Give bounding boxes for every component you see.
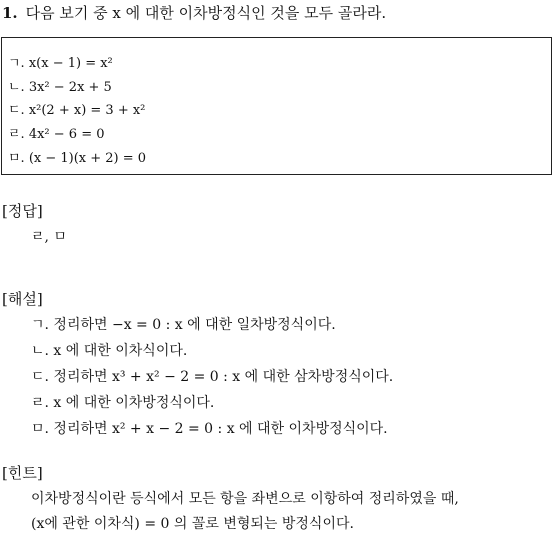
explanation-line: ㄱ. 정리하면 −x = 0 : x 에 대한 일차방정식이다. — [31, 317, 336, 333]
choice-item: ㄴ. 3x² − 2x + 5 — [8, 80, 112, 95]
choice-item: ㄷ. x²(2 + x) = 3 + x² — [8, 103, 146, 118]
answer-text: ㄹ, ㅁ — [31, 229, 67, 245]
explanation-line: ㄴ. x 에 대한 이차식이다. — [31, 343, 188, 359]
hint-line: (x에 관한 이차식) = 0 의 꼴로 변형되는 방정식이다. — [31, 516, 354, 532]
explanation-line: ㄷ. 정리하면 x³ + x² − 2 = 0 : x 에 대한 삼차방정식이다. — [31, 369, 394, 385]
explanation-line: ㄹ. x 에 대한 이차방정식이다. — [31, 395, 215, 411]
question-number: 1. — [2, 4, 18, 22]
choices-box — [1, 37, 552, 175]
hint-line: 이차방정식이란 등식에서 모든 항을 좌변으로 이항하여 정리하였을 때, — [31, 491, 459, 507]
choice-item: ㅁ. (x − 1)(x + 2) = 0 — [8, 151, 147, 166]
answer-title: [정답] — [2, 202, 43, 220]
choice-item: ㄹ. 4x² − 6 = 0 — [8, 127, 105, 142]
hint-title: [힌트] — [2, 464, 43, 482]
choice-item: ㄱ. x(x − 1) = x² — [8, 56, 113, 71]
explanation-line: ㅁ. 정리하면 x² + x − 2 = 0 : x 에 대한 이차방정식이다. — [31, 421, 388, 437]
question-heading — [2, 2, 386, 23]
question-text: 다음 보기 중 x 에 대한 이차방정식인 것을 모두 골라라. — [25, 4, 387, 22]
explanation-title: [해설] — [2, 290, 43, 308]
